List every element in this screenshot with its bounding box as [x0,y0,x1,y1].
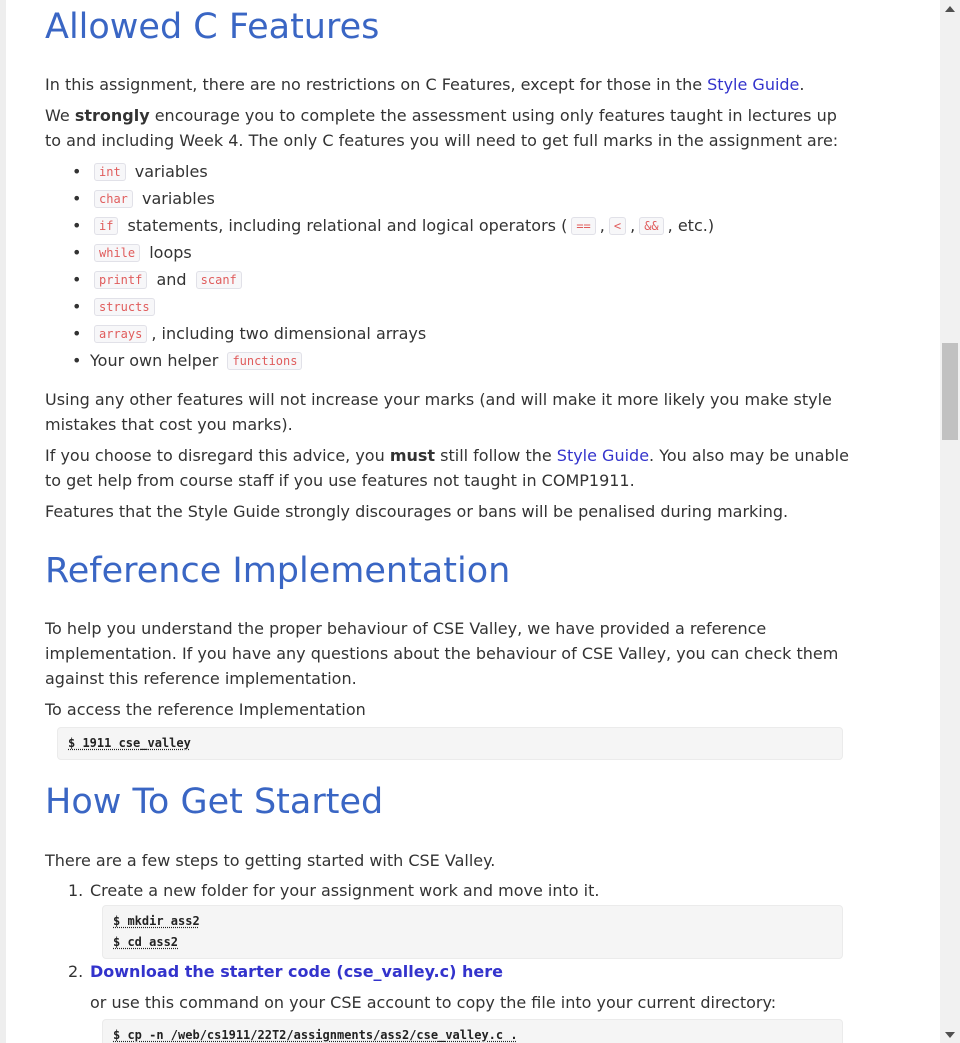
step-number: 2. [68,962,84,981]
inline-code: == [571,217,595,235]
list-item: • arrays , including two dimensional arrays [45,320,845,347]
inline-code: while [94,244,140,262]
inline-code: if [94,217,118,235]
scrollbar-thumb[interactable] [942,343,958,440]
list-item: • Your own helper functions [45,347,845,374]
inline-code: scanf [196,271,242,289]
command-text[interactable]: $ 1911 cse_valley [68,736,191,750]
command-text[interactable]: $ mkdir ass2 [113,914,200,928]
command-block [102,905,843,959]
list-item: • if statements, including relational and logical operators ( == , < , && , etc.) [45,212,845,239]
heading-how-to-get-started: How To Get Started [45,782,384,822]
inline-code: && [639,217,663,235]
step-1-text: Create a new folder for your assignment work and move into it. [90,881,600,900]
inline-code: < [609,217,626,235]
list-item [45,293,845,320]
inline-code: structs [94,298,155,316]
vertical-scrollbar[interactable] [940,0,960,1043]
list-item: • int variables [45,158,845,185]
features-list [45,158,845,374]
inline-code: char [94,190,133,208]
command-text[interactable]: $ cp -n /web/cs1911/22T2/assignments/ass2/cse_valley.c . [113,1028,518,1042]
inline-code: int [94,163,126,181]
list-item: • while loops [45,239,845,266]
command-block [57,727,843,760]
list-item: • printf and scanf [45,266,845,293]
left-edge [0,0,6,1043]
inline-code: arrays [94,325,147,343]
step-number: 1. [68,881,84,900]
scroll-down-arrow-icon[interactable] [945,1032,955,1038]
command-block [102,1019,843,1043]
disregard-paragraph: If you choose to disregard this advice, you must still follow the Style Guide. You also may be unable to get help from course staff if you use features not taught in COMP1911. [45,446,849,490]
inline-code: functions [227,352,302,370]
reference-paragraph: To help you understand the proper behaviour of CSE Valley, we have provided a reference implementation. If you have any questions about the behaviour of CSE Valley, you can check them against this reference implementation. [45,619,839,688]
penalised-paragraph: Features that the Style Guide strongly discourages or bans will be penalised during marking. [45,502,789,521]
heading-allowed-c-features: Allowed C Features [45,7,380,47]
inline-code: printf [94,271,147,289]
style-guide-link[interactable]: Style Guide [556,446,650,465]
heading-reference-implementation: Reference Implementation [45,551,511,591]
getting-started-intro: There are a few steps to getting started with CSE Valley. [45,851,496,870]
encourage-paragraph: We strongly encourage you to complete the assessment using only features taught in lectures up to and including Week 4. The only C features you will need to get full marks in the assignment are: [45,106,839,150]
style-guide-link[interactable]: Style Guide [707,75,800,94]
command-text[interactable]: $ cd ass2 [113,935,179,949]
step-2-link-line [90,959,850,984]
scroll-up-arrow-icon[interactable] [945,6,955,12]
access-paragraph: To access the reference Implementation [45,700,366,719]
intro-paragraph: In this assignment, there are no restrictions on C Features, except for those in the Style Guide. [45,75,805,94]
step-2-text: or use this command on your CSE account to copy the file into your current directory: [90,993,777,1012]
download-starter-code-link[interactable]: Download the starter code (cse_valley.c) here [90,962,503,981]
other-features-paragraph: Using any other features will not increase your marks (and will make it more likely you make style mistakes that cost you marks). [45,390,832,434]
list-item: • char variables [45,185,845,212]
